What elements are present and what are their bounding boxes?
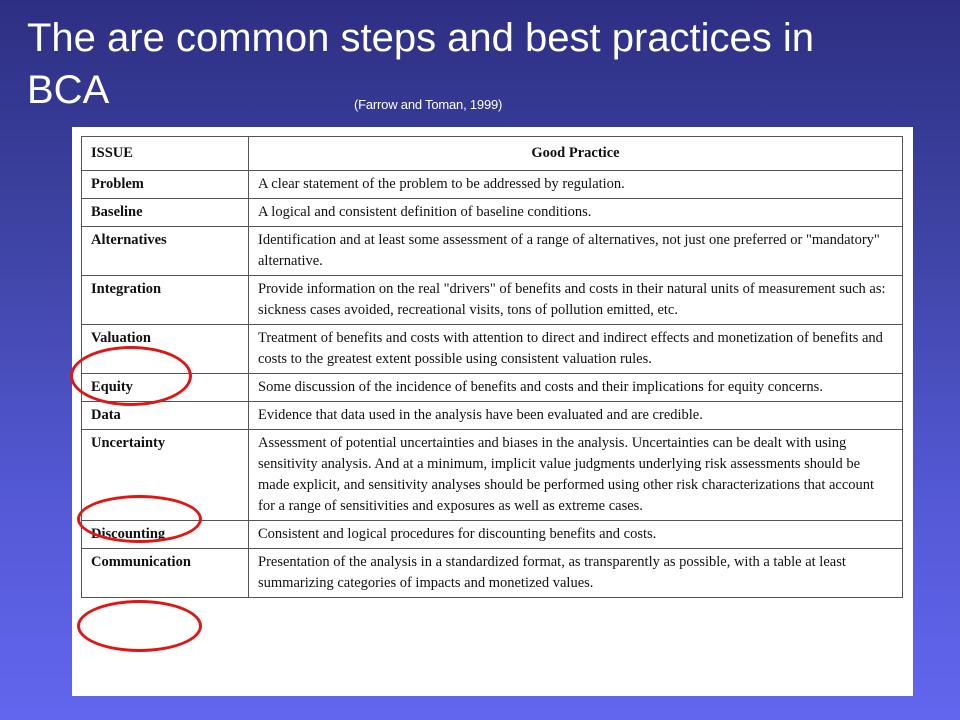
issue-cell-uncertainty: Uncertainty [82,430,249,521]
issue-cell-data: Data [82,402,249,430]
issue-cell-discounting: Discounting [82,521,249,549]
good-practice-cell-baseline: A logical and consistent definition of baseline conditions. [249,199,903,227]
table-row [82,402,903,430]
table-row [82,227,903,276]
good-practice-table-panel [72,127,913,696]
good-practice-table [81,136,903,598]
column-header-good-practice: Good Practice [249,137,903,171]
good-practice-cell-discounting: Consistent and logical procedures for discounting benefits and costs. [249,521,903,549]
good-practice-cell-problem: A clear statement of the problem to be addressed by regulation. [249,171,903,199]
good-practice-cell-equity: Some discussion of the incidence of benefits and costs and their implications for equity concerns. [249,374,903,402]
good-practice-cell-valuation: Treatment of benefits and costs with attention to direct and indirect effects and monetization of benefits and costs to the greatest extent possible using consistent valuation rules. [249,325,903,374]
issue-cell-communication: Communication [82,549,249,598]
issue-cell-problem: Problem [82,171,249,199]
table-row [82,430,903,521]
highlight-circle-discounting [77,600,202,652]
column-header-issue: ISSUE [82,137,249,171]
table-header-row [82,137,903,171]
issue-cell-valuation: Valuation [82,325,249,374]
table-row [82,549,903,598]
slide-title: The are common steps and best practices in BCA [27,16,815,112]
good-practice-cell-communication: Presentation of the analysis in a standardized format, as transparently as possible, with a table at least summarizing categories of impacts and monetized values. [249,549,903,598]
citation: (Farrow and Toman, 1999) [354,97,503,112]
table-row [82,521,903,549]
table-row [82,325,903,374]
issue-cell-baseline: Baseline [82,199,249,227]
issue-cell-equity: Equity [82,374,249,402]
good-practice-cell-data: Evidence that data used in the analysis have been evaluated and are credible. [249,402,903,430]
table-row [82,374,903,402]
good-practice-cell-integration: Provide information on the real "drivers" of benefits and costs in their natural units of measurement such as: sickness cases avoided, recreational visits, tons of pollution emitted, etc. [249,276,903,325]
table-row [82,199,903,227]
highlight-circle-valuation [70,346,192,406]
highlight-circle-uncertainty [77,495,202,543]
good-practice-cell-alternatives: Identification and at least some assessment of a range of alternatives, not just one preferred or "mandatory" alternative. [249,227,903,276]
table-row [82,276,903,325]
issue-cell-integration: Integration [82,276,249,325]
good-practice-cell-uncertainty: Assessment of potential uncertainties and biases in the analysis. Uncertainties can be dealt with using sensitivity analysis. And at a minimum, implicit value judgments underlying risk assessments should be made explicit, and sensitivity analyses should be performed using other risk characterizations that account for a range of sensitivities and exposures as well as extreme cases. [249,430,903,521]
issue-cell-alternatives: Alternatives [82,227,249,276]
table-row [82,171,903,199]
